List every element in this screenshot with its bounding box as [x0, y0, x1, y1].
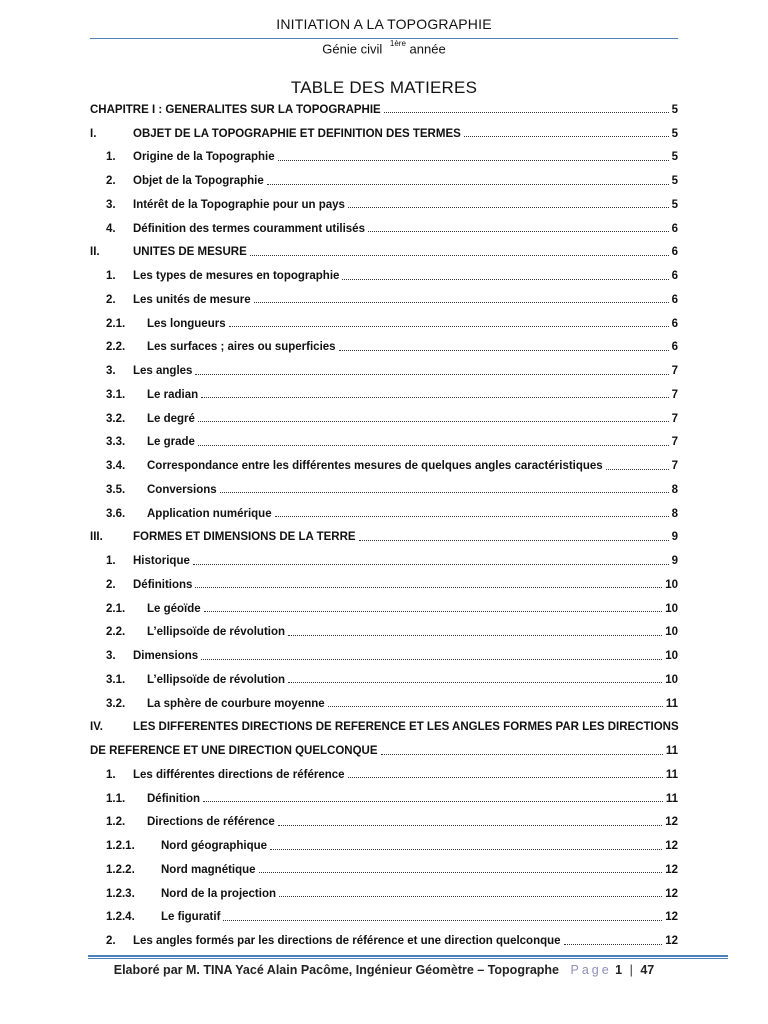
header-subtitle-text: Génie civil — [322, 41, 383, 57]
toc-entry-number: IV. — [90, 721, 104, 734]
toc-entry-II-2-2[interactable] — [90, 336, 678, 360]
toc-entry-page: 12 — [665, 911, 678, 924]
toc-entry-number: 3.5. — [106, 483, 126, 496]
toc-entry-label: Conversions — [147, 483, 217, 496]
toc-entry-page: 11 — [665, 792, 678, 805]
toc-entry-page: 9 — [671, 531, 678, 544]
toc-entry-page: 12 — [665, 816, 678, 829]
dot-leader — [348, 777, 663, 778]
toc-entry-page: 12 — [665, 887, 678, 900]
toc-entry-III-3-2[interactable] — [90, 692, 678, 716]
toc-entry-label: Le géoïde — [147, 602, 201, 615]
page-footer — [0, 963, 768, 977]
toc-entry-page: 7 — [671, 388, 678, 401]
toc-entry-II-3-5[interactable] — [90, 478, 678, 502]
dot-leader — [259, 872, 663, 873]
toc-entry-III-1[interactable] — [90, 549, 678, 573]
header-subtitle-end: année — [409, 41, 446, 57]
toc-entry-section-I[interactable] — [90, 122, 678, 146]
dot-leader — [368, 231, 669, 232]
header-title: INITIATION A LA TOPOGRAPHIE — [276, 16, 492, 32]
dot-leader — [223, 920, 662, 921]
toc-entry-page: 10 — [665, 578, 678, 591]
toc-entry-page: 7 — [671, 412, 678, 425]
dot-leader — [381, 754, 663, 755]
toc-entry-label: Dimensions — [133, 650, 199, 663]
dot-leader — [204, 611, 663, 612]
toc-entry-page: 5 — [671, 198, 678, 211]
dot-leader — [195, 587, 662, 588]
toc-entry-number: 3. — [106, 198, 116, 211]
toc-entry-page: 6 — [671, 317, 678, 330]
toc-entry-II-2-1[interactable] — [90, 312, 678, 336]
toc-entry-label: Les angles — [133, 365, 193, 378]
dot-leader — [464, 136, 669, 137]
footer-divider-thick — [88, 955, 728, 957]
toc-entry-IV-1-2-4[interactable] — [90, 906, 678, 930]
dot-leader — [342, 279, 668, 280]
toc-entry-IV-2[interactable] — [90, 929, 678, 953]
dot-leader — [384, 112, 669, 113]
toc-entry-label: L’ellipsoïde de révolution — [147, 673, 286, 686]
toc-entry-label: La sphère de courbure moyenne — [147, 697, 325, 710]
toc-heading: TABLE DES MATIERES — [290, 78, 478, 97]
dot-leader — [564, 944, 663, 945]
toc-entry-II-3-1[interactable] — [90, 383, 678, 407]
toc-entry-page: 12 — [665, 840, 678, 853]
toc-entry-page: 10 — [665, 650, 678, 663]
toc-entry-number: I. — [90, 127, 97, 140]
dot-leader — [288, 635, 662, 636]
toc-entry-label: L’ellipsoïde de révolution — [147, 626, 286, 639]
toc-entry-page: 8 — [671, 483, 678, 496]
toc-entry-page: 6 — [671, 270, 678, 283]
toc-entry-number: 1.2.2. — [106, 863, 135, 876]
toc-entry-label: Directions de référence — [147, 816, 275, 829]
toc-entry-page: 7 — [671, 460, 678, 473]
toc-entry-III-2-2[interactable] — [90, 621, 678, 645]
toc-entry-label: Historique — [133, 555, 190, 568]
toc-entry-III-3-1[interactable] — [90, 668, 678, 692]
toc-entry-label: Nord géographique — [161, 840, 268, 853]
toc-entry-number: 1.2.4. — [106, 911, 135, 924]
dot-leader — [348, 207, 669, 208]
toc-entry-label: Le degré — [147, 412, 195, 425]
toc-entry-page: 5 — [671, 151, 678, 164]
toc-entry-label: Application numérique — [147, 507, 272, 520]
toc-entry-label: Les différentes directions de référence — [133, 768, 345, 781]
toc-entry-label: Correspondance entre les différentes mesures de quelques angles caractéristiques — [147, 460, 603, 473]
toc-entry-I-1[interactable] — [90, 146, 678, 170]
footer-separator: | — [629, 963, 633, 977]
toc-entry-number: 3. — [106, 650, 116, 663]
toc-entry-I-4[interactable] — [90, 217, 678, 241]
toc-entry-number: 2. — [106, 578, 116, 591]
toc-entry-number: 3.4. — [106, 460, 126, 473]
toc-entry-label: Les longueurs — [147, 317, 226, 330]
footer-page-number: 1 — [615, 963, 623, 977]
toc-entry-number: II. — [90, 246, 100, 259]
toc-entry-number: 2. — [106, 935, 116, 948]
toc-entry-chapter-1[interactable] — [90, 98, 678, 122]
dot-leader — [250, 255, 669, 256]
toc-entry-III-2[interactable] — [90, 573, 678, 597]
dot-leader — [279, 896, 662, 897]
toc-entry-label: Le grade — [147, 436, 195, 449]
dot-leader — [201, 397, 668, 398]
dot-leader — [203, 801, 663, 802]
toc-entry-page: 6 — [671, 293, 678, 306]
dot-leader — [339, 350, 669, 351]
toc-entry-number: 2.1. — [106, 317, 126, 330]
dot-leader — [229, 326, 669, 327]
toc-entry-number: 1.2.1. — [106, 840, 135, 853]
toc-entry-label: Le radian — [147, 388, 199, 401]
toc-entry-IV-1-2-3[interactable] — [90, 882, 678, 906]
toc-entry-page: 5 — [671, 127, 678, 140]
toc-entry-I-3[interactable] — [90, 193, 678, 217]
toc-entry-II-3-3[interactable] — [90, 431, 678, 455]
toc-entry-number: 3.1. — [106, 388, 126, 401]
toc-entry-number: 1. — [106, 151, 116, 164]
toc-entry-page: 6 — [671, 246, 678, 259]
toc-entry-page: 9 — [671, 555, 678, 568]
header-divider — [90, 38, 678, 39]
toc-entry-number: III. — [90, 531, 103, 544]
toc-entry-I-2[interactable] — [90, 169, 678, 193]
header-subtitle — [0, 41, 768, 56]
toc-entry-page: 11 — [665, 745, 678, 758]
toc-entry-number: 1.1. — [106, 792, 126, 805]
header-year-number — [390, 39, 406, 48]
toc-entry-III-3[interactable] — [90, 644, 678, 668]
toc-entry-page: 5 — [671, 103, 678, 116]
toc-entry-label: Origine de la Topographie — [133, 151, 275, 164]
toc-entry-number: 2. — [106, 175, 116, 188]
toc-entry-label: Définition — [147, 792, 201, 805]
toc-entry-section-II[interactable] — [90, 241, 678, 265]
toc-entry-page: 11 — [665, 768, 678, 781]
toc-entry-number: 2. — [106, 293, 116, 306]
toc-entry-page: 8 — [671, 507, 678, 520]
toc-entry-label: Nord magnétique — [161, 863, 256, 876]
toc-entry-III-2-1[interactable] — [90, 597, 678, 621]
dot-leader — [278, 825, 662, 826]
toc-entry-number: 1. — [106, 555, 116, 568]
toc-entry-label: OBJET DE LA TOPOGRAPHIE ET DEFINITION DES TERMES — [133, 127, 461, 140]
dot-leader — [288, 682, 662, 683]
toc-entry-page: 6 — [671, 341, 678, 354]
toc-entry-number: 1. — [106, 768, 116, 781]
toc-entry-label: Objet de la Topographie — [133, 175, 264, 188]
toc-entry-page: 12 — [665, 935, 678, 948]
toc-entry-label: UNITES DE MESURE — [133, 246, 247, 259]
toc-entry-label: Les angles formés par les directions de référence et une direction quelconque — [133, 935, 561, 948]
toc-entry-page: 10 — [665, 626, 678, 639]
dot-leader — [359, 540, 669, 541]
toc-entry-line-2 — [90, 739, 678, 763]
toc-entry-II-3-6[interactable] — [90, 502, 678, 526]
toc-entry-number: 4. — [106, 222, 116, 235]
toc-entry-page: 6 — [671, 222, 678, 235]
toc-entry-II-3-4[interactable] — [90, 454, 678, 478]
dot-leader — [328, 706, 663, 707]
toc-entry-number: 3.1. — [106, 673, 126, 686]
toc-entry-page: 7 — [671, 365, 678, 378]
toc-entry-label: Les unités de mesure — [133, 293, 251, 306]
dot-leader — [275, 516, 669, 517]
toc-entry-II-3[interactable] — [90, 359, 678, 383]
footer-page-label: Page — [570, 963, 612, 977]
toc-entry-II-2[interactable] — [90, 288, 678, 312]
toc-entry-number: 2.1. — [106, 602, 126, 615]
toc-entry-IV-1-2[interactable] — [90, 811, 678, 835]
toc-entry-page: 12 — [665, 863, 678, 876]
toc-entry-page: 5 — [671, 175, 678, 188]
toc-entry-number: 1.2. — [106, 816, 126, 829]
dot-leader — [606, 469, 669, 470]
table-of-contents — [90, 98, 678, 953]
dot-leader — [267, 184, 669, 185]
dot-leader — [198, 445, 669, 446]
toc-entry-page: 11 — [665, 697, 678, 710]
toc-entry-number: 3.2. — [106, 697, 126, 710]
toc-entry-IV-1[interactable] — [90, 763, 678, 787]
toc-entry-label: Les surfaces ; aires ou superficies — [147, 341, 336, 354]
dot-leader — [195, 374, 668, 375]
footer-divider-thin — [88, 958, 728, 959]
toc-entry-number: 2.2. — [106, 341, 126, 354]
toc-entry-section-IV[interactable] — [90, 716, 678, 764]
toc-entry-label-line-1: LES DIFFERENTES DIRECTIONS DE REFERENCE ET LES ANGLES FORMES PAR LES DIRECTIONS — [133, 721, 679, 734]
toc-entry-page: 7 — [671, 436, 678, 449]
toc-entry-label: Nord de la projection — [161, 887, 277, 900]
toc-entry-section-III[interactable] — [90, 526, 678, 550]
toc-entry-label: Intérêt de la Topographie pour un pays — [133, 198, 345, 211]
toc-entry-label: Les types de mesures en topographie — [133, 270, 340, 283]
toc-entry-label: CHAPITRE I : GENERALITES SUR LA TOPOGRAPHIE — [90, 103, 381, 116]
dot-leader — [193, 564, 669, 565]
toc-entry-number: 2.2. — [106, 626, 126, 639]
toc-entry-page: 10 — [665, 602, 678, 615]
footer-author: Elaboré par M. TINA Yacé Alain Pacôme, Ingénieur Géomètre – Topographe — [113, 963, 559, 977]
toc-entry-label: Définitions — [133, 578, 193, 591]
year-superscript: ère — [394, 39, 406, 48]
dot-leader — [220, 492, 669, 493]
toc-entry-page: 10 — [665, 673, 678, 686]
dot-leader — [254, 302, 669, 303]
toc-entry-number: 1. — [106, 270, 116, 283]
toc-entry-number: 3.3. — [106, 436, 126, 449]
dot-leader — [198, 421, 669, 422]
toc-entry-line-1 — [90, 716, 678, 740]
year-prefix: 1 — [389, 39, 395, 48]
toc-entry-number: 3.6. — [106, 507, 126, 520]
toc-entry-label: Définition des termes couramment utilisés — [133, 222, 365, 235]
toc-entry-IV-1-2-1[interactable] — [90, 834, 678, 858]
toc-entry-IV-1-1[interactable] — [90, 787, 678, 811]
toc-entry-number: 3. — [106, 365, 116, 378]
toc-entry-II-1[interactable] — [90, 264, 678, 288]
toc-entry-label: FORMES ET DIMENSIONS DE LA TERRE — [133, 531, 356, 544]
dot-leader — [201, 659, 662, 660]
footer-total-pages: 47 — [640, 963, 655, 977]
toc-entry-label-line-2: DE REFERENCE ET UNE DIRECTION QUELCONQUE — [90, 745, 378, 758]
toc-entry-label: Le figuratif — [161, 911, 221, 924]
dot-leader — [270, 849, 662, 850]
dot-leader — [278, 160, 669, 161]
toc-entry-number: 3.2. — [106, 412, 126, 425]
toc-entry-IV-1-2-2[interactable] — [90, 858, 678, 882]
toc-entry-number: 1.2.3. — [106, 887, 135, 900]
toc-entry-II-3-2[interactable] — [90, 407, 678, 431]
